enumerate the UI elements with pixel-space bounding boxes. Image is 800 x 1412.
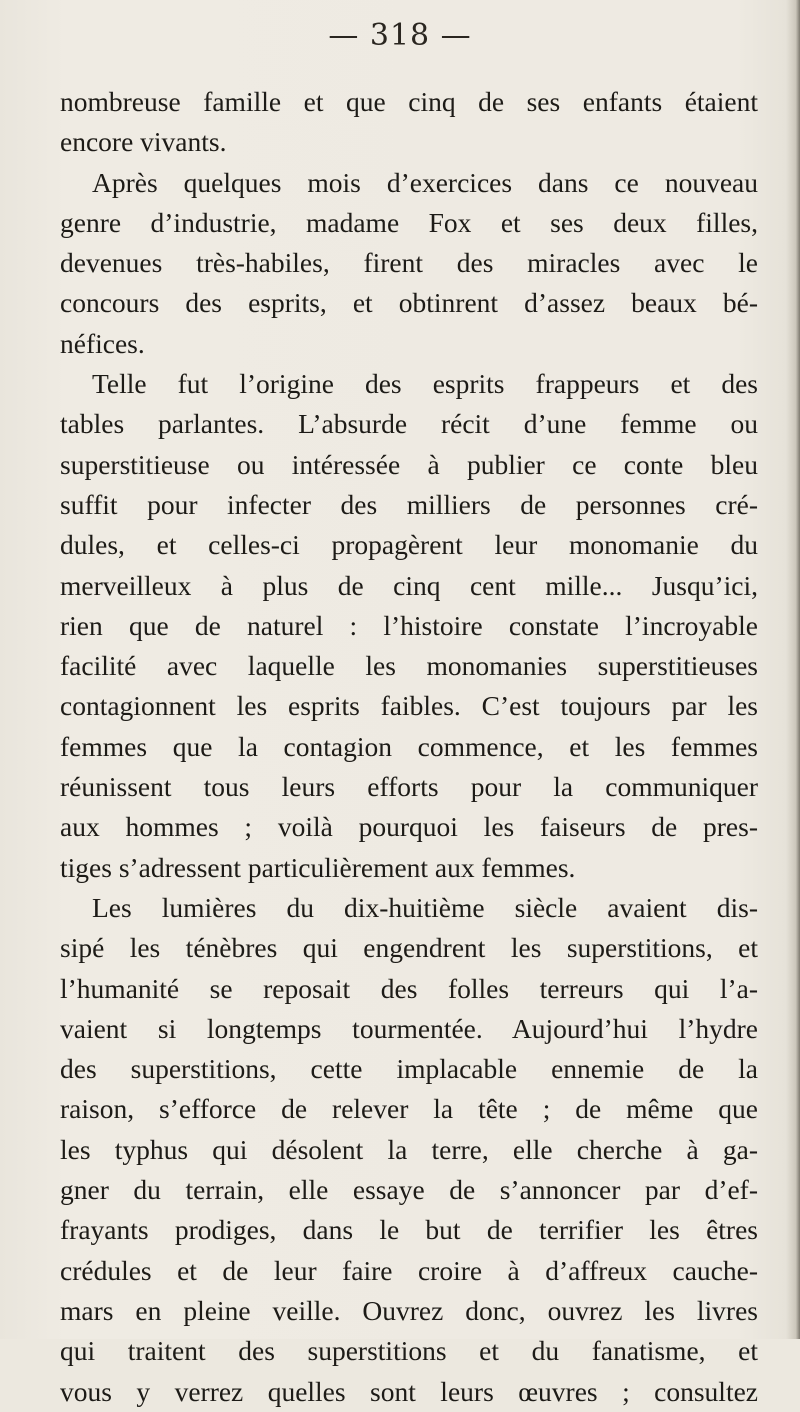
- paragraph: [60, 163, 758, 364]
- text-line: contagionnent les esprits faibles. C’est toujours par les: [60, 690, 758, 722]
- text-line: mars en pleine veille. Ouvrez donc, ouvrez les livres: [60, 1294, 758, 1326]
- page-number: — 318 —: [328, 18, 472, 53]
- text-line: frayants prodiges, dans le but de terrifier les êtres: [60, 1214, 758, 1246]
- text-line: devenues très-habiles, firent des miracles avec le: [60, 247, 758, 279]
- text-line: facilité avec laquelle les monomanies superstitieuses: [60, 650, 758, 682]
- text-line: genre d’industrie, madame Fox et ses deux filles,: [60, 206, 758, 238]
- text-line: l’humanité se reposait des folles terreurs qui l’a-: [60, 972, 758, 1004]
- text-line: aux hommes ; voilà pourquoi les faiseurs de pres-: [60, 811, 758, 843]
- text-line: vous y verrez quelles sont leurs œuvres ; consultez: [60, 1375, 758, 1407]
- text-line: nombreuse famille et que cinq de ses enfants étaient: [60, 86, 758, 117]
- text-line: Telle fut l’origine des esprits frappeurs et des: [92, 368, 758, 400]
- text-line: femmes que la contagion commence, et les femmes: [60, 730, 758, 762]
- text-line: qui traitent des superstitions et du fanatisme, et: [60, 1335, 758, 1367]
- text-line: sipé les ténèbres qui engendrent les superstitions, et: [60, 932, 758, 964]
- text-line: encore vivants.: [60, 126, 227, 158]
- text-line: dules, et celles-ci propagèrent leur monomanie du: [60, 529, 758, 561]
- text-line: merveilleux à plus de cinq cent mille... Jusqu’ici,: [60, 569, 758, 601]
- text-line: concours des esprits, et obtinrent d’assez beaux bé-: [60, 287, 758, 319]
- text-line: gner du terrain, elle essaye de s’annoncer par d’ef-: [60, 1174, 758, 1206]
- text-line: les typhus qui désolent la terre, elle cherche à ga-: [60, 1133, 758, 1165]
- text-line: Après quelques mois d’exercices dans ce nouveau: [92, 166, 758, 198]
- text-line: réunissent tous leurs efforts pour la communiquer: [60, 771, 758, 803]
- text-line: vaient si longtemps tourmentée. Aujourd’hui l’hydre: [60, 1012, 758, 1044]
- text-line: tiges s’adressent particulièrement aux femmes.: [60, 851, 576, 883]
- paragraph: [60, 82, 758, 163]
- paragraph: [60, 888, 758, 1412]
- text-line: néfices.: [60, 327, 145, 359]
- text-line: raison, s’efforce de relever la tête ; de même que: [60, 1093, 758, 1125]
- text-line: suffit pour infecter des milliers de personnes cré-: [60, 488, 758, 520]
- page-edge-shadow: [786, 0, 800, 1339]
- body-text: [60, 82, 758, 1412]
- text-line: rien que de naturel : l’histoire constate l’incroyable: [60, 609, 758, 641]
- text-line: Les lumières du dix-huitième siècle avaient dis-: [92, 891, 758, 923]
- paragraph: [60, 364, 758, 888]
- text-line: des superstitions, cette implacable ennemie de la: [60, 1053, 758, 1085]
- text-line: tables parlantes. L’absurde récit d’une femme ou: [60, 408, 758, 440]
- text-line: superstitieuse ou intéressée à publier ce conte bleu: [60, 448, 758, 480]
- text-line: crédules et de leur faire croire à d’affreux cauche-: [60, 1254, 758, 1286]
